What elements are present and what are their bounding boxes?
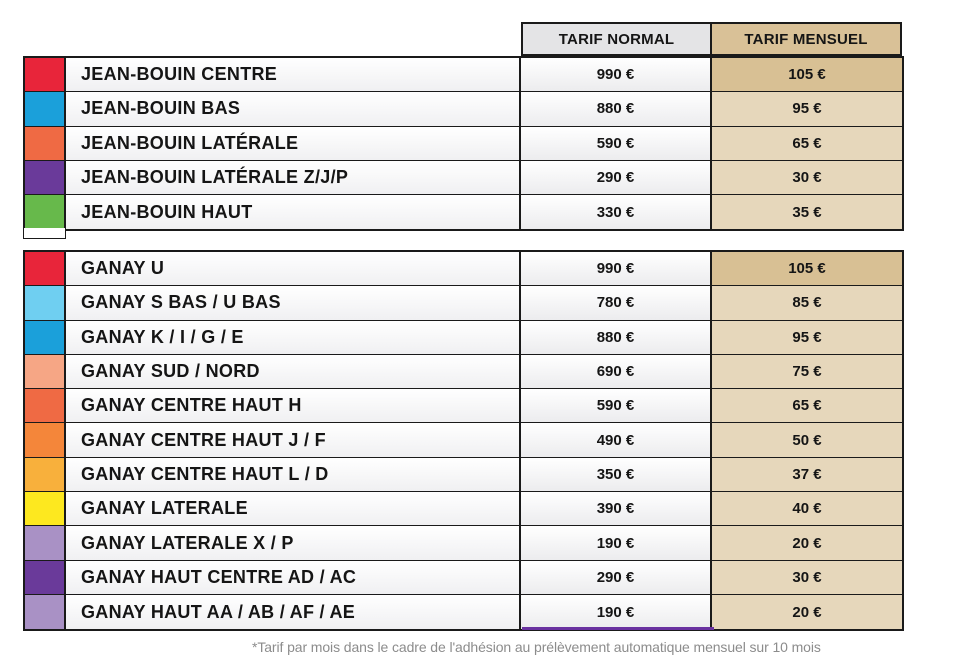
table-row bbox=[25, 195, 902, 229]
tarif-normal-value: 290 € bbox=[521, 561, 712, 594]
zone-name: GANAY HAUT CENTRE AD / AC bbox=[66, 561, 521, 594]
zone-name: GANAY LATERALE X / P bbox=[66, 526, 521, 559]
color-swatch bbox=[25, 92, 66, 125]
table-row bbox=[25, 321, 902, 355]
purple-accent-line bbox=[522, 627, 714, 630]
table-row bbox=[25, 161, 902, 195]
table-row bbox=[25, 423, 902, 457]
zone-name: JEAN-BOUIN CENTRE bbox=[66, 58, 521, 91]
color-swatch bbox=[25, 492, 66, 525]
table-row bbox=[25, 252, 902, 286]
tarif-normal-value: 290 € bbox=[521, 161, 712, 194]
tarif-mensuel-value: 105 € bbox=[712, 58, 902, 91]
ganay-section bbox=[23, 250, 904, 631]
zone-name: GANAY HAUT AA / AB / AF / AE bbox=[66, 595, 521, 629]
section-separator bbox=[23, 228, 66, 239]
table-row bbox=[25, 127, 902, 161]
color-swatch bbox=[25, 561, 66, 594]
tarif-normal-value: 880 € bbox=[521, 92, 712, 125]
table-row bbox=[25, 389, 902, 423]
tarif-mensuel-value: 37 € bbox=[712, 458, 902, 491]
tarif-normal-value: 190 € bbox=[521, 595, 712, 629]
header-tarif-normal: TARIF NORMAL bbox=[521, 22, 712, 56]
tarif-normal-value: 350 € bbox=[521, 458, 712, 491]
tarif-normal-value: 590 € bbox=[521, 389, 712, 422]
color-swatch bbox=[25, 526, 66, 559]
tarif-normal-value: 990 € bbox=[521, 58, 712, 91]
color-swatch bbox=[25, 127, 66, 160]
table-row bbox=[25, 58, 902, 92]
tarif-normal-value: 990 € bbox=[521, 252, 712, 285]
zone-name: GANAY CENTRE HAUT L / D bbox=[66, 458, 521, 491]
tarif-mensuel-value: 35 € bbox=[712, 195, 902, 229]
table-row bbox=[25, 458, 902, 492]
jean-bouin-section bbox=[23, 56, 904, 231]
zone-name: GANAY CENTRE HAUT J / F bbox=[66, 423, 521, 456]
tarif-mensuel-value: 30 € bbox=[712, 161, 902, 194]
zone-name: GANAY SUD / NORD bbox=[66, 355, 521, 388]
zone-name: GANAY LATERALE bbox=[66, 492, 521, 525]
tarif-normal-value: 190 € bbox=[521, 526, 712, 559]
table-header bbox=[521, 22, 902, 56]
table-row bbox=[25, 561, 902, 595]
footnote: *Tarif par mois dans le cadre de l'adhésion au prélèvement automatique mensuel sur 10 mois bbox=[252, 639, 821, 655]
color-swatch bbox=[25, 286, 66, 319]
tarif-normal-value: 390 € bbox=[521, 492, 712, 525]
tarif-mensuel-value: 95 € bbox=[712, 92, 902, 125]
table-row bbox=[25, 595, 902, 629]
tarif-mensuel-value: 95 € bbox=[712, 321, 902, 354]
zone-name: JEAN-BOUIN LATÉRALE Z/J/P bbox=[66, 161, 521, 194]
table-row bbox=[25, 492, 902, 526]
header-tarif-mensuel: TARIF MENSUEL bbox=[712, 22, 902, 56]
tarif-mensuel-value: 75 € bbox=[712, 355, 902, 388]
zone-name: GANAY S BAS / U BAS bbox=[66, 286, 521, 319]
zone-name: GANAY K / I / G / E bbox=[66, 321, 521, 354]
color-swatch bbox=[25, 355, 66, 388]
tarif-normal-value: 690 € bbox=[521, 355, 712, 388]
table-row bbox=[25, 92, 902, 126]
color-swatch bbox=[25, 423, 66, 456]
tarif-normal-value: 880 € bbox=[521, 321, 712, 354]
tarif-mensuel-value: 85 € bbox=[712, 286, 902, 319]
zone-name: GANAY CENTRE HAUT H bbox=[66, 389, 521, 422]
zone-name: JEAN-BOUIN HAUT bbox=[66, 195, 521, 229]
color-swatch bbox=[25, 161, 66, 194]
zone-name: GANAY U bbox=[66, 252, 521, 285]
tarif-normal-value: 780 € bbox=[521, 286, 712, 319]
color-swatch bbox=[25, 58, 66, 91]
tarif-mensuel-value: 40 € bbox=[712, 492, 902, 525]
table-row bbox=[25, 286, 902, 320]
tarif-mensuel-value: 50 € bbox=[712, 423, 902, 456]
tarif-mensuel-value: 65 € bbox=[712, 389, 902, 422]
table-row bbox=[25, 355, 902, 389]
tarif-normal-value: 490 € bbox=[521, 423, 712, 456]
tarif-mensuel-value: 65 € bbox=[712, 127, 902, 160]
tarif-mensuel-value: 20 € bbox=[712, 595, 902, 629]
tarif-mensuel-value: 20 € bbox=[712, 526, 902, 559]
zone-name: JEAN-BOUIN LATÉRALE bbox=[66, 127, 521, 160]
zone-name: JEAN-BOUIN BAS bbox=[66, 92, 521, 125]
color-swatch bbox=[25, 389, 66, 422]
color-swatch bbox=[25, 321, 66, 354]
tarif-mensuel-value: 30 € bbox=[712, 561, 902, 594]
color-swatch bbox=[25, 252, 66, 285]
color-swatch bbox=[25, 595, 66, 629]
tarif-normal-value: 330 € bbox=[521, 195, 712, 229]
tarif-normal-value: 590 € bbox=[521, 127, 712, 160]
tarif-mensuel-value: 105 € bbox=[712, 252, 902, 285]
color-swatch bbox=[25, 458, 66, 491]
color-swatch bbox=[25, 195, 66, 229]
table-row bbox=[25, 526, 902, 560]
